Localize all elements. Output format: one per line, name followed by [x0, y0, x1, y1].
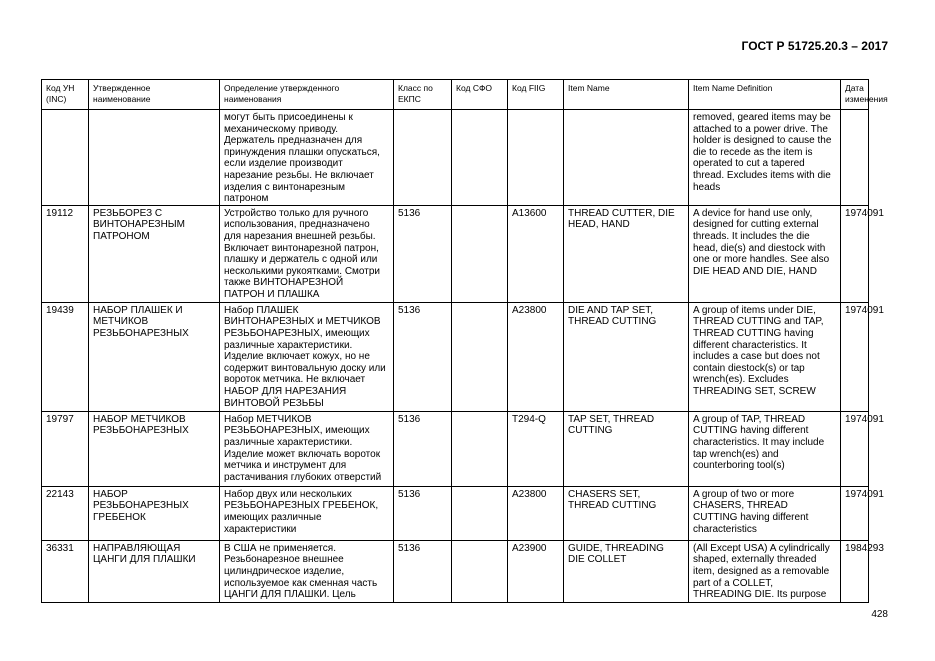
cell-item-definition: A device for hand use only, designed for cutting external threads. It includes the die head, die(s) and diestock with one or more handles. See also DIE HEAD AND DIE, HAND — [689, 205, 841, 302]
cell-approved-name — [89, 110, 220, 206]
cell-item-definition: (All Except USA) A cylindrically shaped, externally threaded item, designed as a removable part of a COLLET, THREADING DIE. Its purpose — [689, 540, 841, 602]
header-inc: Код УН (INC) — [42, 80, 89, 110]
table-row — [42, 110, 869, 206]
cell-date: 1974091 — [841, 411, 869, 486]
table-row — [42, 302, 869, 411]
cell-fiig: A23900 — [508, 540, 564, 602]
header-sfo: Код СФО — [452, 80, 508, 110]
document-code: ГОСТ Р 51725.20.3 – 2017 — [741, 39, 888, 53]
cell-inc: 19797 — [42, 411, 89, 486]
header-class: Класс по ЕКПС — [394, 80, 452, 110]
cell-inc: 36331 — [42, 540, 89, 602]
cell-item-name: THREAD CUTTER, DIE HEAD, HAND — [564, 205, 689, 302]
cell-fiig: A13600 — [508, 205, 564, 302]
cell-sfo — [452, 411, 508, 486]
cell-date: 1984293 — [841, 540, 869, 602]
cell-definition: Устройство только для ручного использования, предназначено для нарезания внешней резьбы. Включает винтонарезной патрон, плашку и держатель с одной или несколькими рукоятками. Смотри также ВИНТОНАРЕЗНОЙ ПАТРОН И ПЛАШКА — [220, 205, 394, 302]
cell-class: 5136 — [394, 411, 452, 486]
nomenclature-table — [41, 79, 888, 603]
cell-date: 1974091 — [841, 486, 869, 540]
cell-definition: Набор двух или нескольких РЕЗЬБОНАРЕЗНЫХ ГРЕБЕНОК, имеющих различные характеристики — [220, 486, 394, 540]
header-definition: Определение утвержденного наименования — [220, 80, 394, 110]
cell-class: 5136 — [394, 486, 452, 540]
cell-fiig: T294-Q — [508, 411, 564, 486]
cell-sfo — [452, 486, 508, 540]
cell-item-name: CHASERS SET, THREAD CUTTING — [564, 486, 689, 540]
cell-inc: 22143 — [42, 486, 89, 540]
cell-inc: 19112 — [42, 205, 89, 302]
cell-item-definition: A group of two or more CHASERS, THREAD CUTTING having different characteristics — [689, 486, 841, 540]
cell-date: 1974091 — [841, 302, 869, 411]
cell-inc — [42, 110, 89, 206]
cell-class — [394, 110, 452, 206]
header-item-definition: Item Name Definition — [689, 80, 841, 110]
cell-approved-name: НАБОР ПЛАШЕК И МЕТЧИКОВ РЕЗЬБОНАРЕЗНЫХ — [89, 302, 220, 411]
page-number: 428 — [871, 609, 888, 620]
cell-class: 5136 — [394, 302, 452, 411]
cell-approved-name: НАБОР РЕЗЬБОНАРЕЗНЫХ ГРЕБЕНОК — [89, 486, 220, 540]
cell-item-name — [564, 110, 689, 206]
cell-item-definition: removed, geared items may be attached to a power drive. The holder is designed to cause the die to recede as the item is operated to cut a tapered thread. Excludes items with die heads — [689, 110, 841, 206]
table-row — [42, 411, 869, 486]
cell-definition: Набор МЕТЧИКОВ РЕЗЬБОНАРЕЗНЫХ, имеющих различные характеристики. Изделие может включать вороток метчика и инструмент для растачивания глубоких отверстий — [220, 411, 394, 486]
cell-fiig — [508, 110, 564, 206]
cell-definition: Набор ПЛАШЕК ВИНТОНАРЕЗНЫХ и МЕТЧИКОВ РЕЗЬБОНАРЕЗНЫХ, имеющих различные характеристики. Изделие включает кожух, но не содержит винтовальную доску или вороток метчика. Не включает НАБОР ДЛЯ НАРЕЗАНИЯ ВИНТОВОЙ РЕЗЬБЫ — [220, 302, 394, 411]
table-row — [42, 205, 869, 302]
cell-date: 1974091 — [841, 205, 869, 302]
cell-inc: 19439 — [42, 302, 89, 411]
cell-fiig: A23800 — [508, 486, 564, 540]
cell-fiig: A23800 — [508, 302, 564, 411]
cell-item-name: TAP SET, THREAD CUTTING — [564, 411, 689, 486]
table-row — [42, 486, 869, 540]
cell-sfo — [452, 110, 508, 206]
cell-sfo — [452, 540, 508, 602]
cell-item-name: DIE AND TAP SET, THREAD CUTTING — [564, 302, 689, 411]
cell-class: 5136 — [394, 205, 452, 302]
header-item-name: Item Name — [564, 80, 689, 110]
cell-date — [841, 110, 869, 206]
header-date: Дата изменения — [841, 80, 869, 110]
cell-approved-name: НАБОР МЕТЧИКОВ РЕЗЬБОНАРЕЗНЫХ — [89, 411, 220, 486]
cell-definition: могут быть присоединены к механическому приводу. Держатель предназначен для принуждения плашки опускаться, если изделие производит нарезание резьбы. Не включает изделия с винтонарезным патроном — [220, 110, 394, 206]
header-fiig: Код FIIG — [508, 80, 564, 110]
cell-definition: В США не применяется. Резьбонарезное внешнее цилиндрическое изделие, используемое как сменная часть ЦАНГИ ДЛЯ ПЛАШКИ. Цель — [220, 540, 394, 602]
cell-item-definition: A group of TAP, THREAD CUTTING having different characteristics. It may include tap wrench(es) and counterboring tool(s) — [689, 411, 841, 486]
cell-class: 5136 — [394, 540, 452, 602]
cell-approved-name: НАПРАВЛЯЮЩАЯ ЦАНГИ ДЛЯ ПЛАШКИ — [89, 540, 220, 602]
cell-item-name: GUIDE, THREADING DIE COLLET — [564, 540, 689, 602]
cell-approved-name: РЕЗЬБОРЕЗ С ВИНТОНАРЕЗНЫМ ПАТРОНОМ — [89, 205, 220, 302]
cell-sfo — [452, 302, 508, 411]
cell-item-definition: A group of items under DIE, THREAD CUTTING and TAP, THREAD CUTTING having different characteristics. It includes a case but does not contain diestock(s) or tap wrench(es). Excludes THREADING SET, SCREW — [689, 302, 841, 411]
table-header-row — [42, 80, 869, 110]
table-row — [42, 540, 869, 602]
header-approved-name: Утвержденное наименование — [89, 80, 220, 110]
cell-sfo — [452, 205, 508, 302]
